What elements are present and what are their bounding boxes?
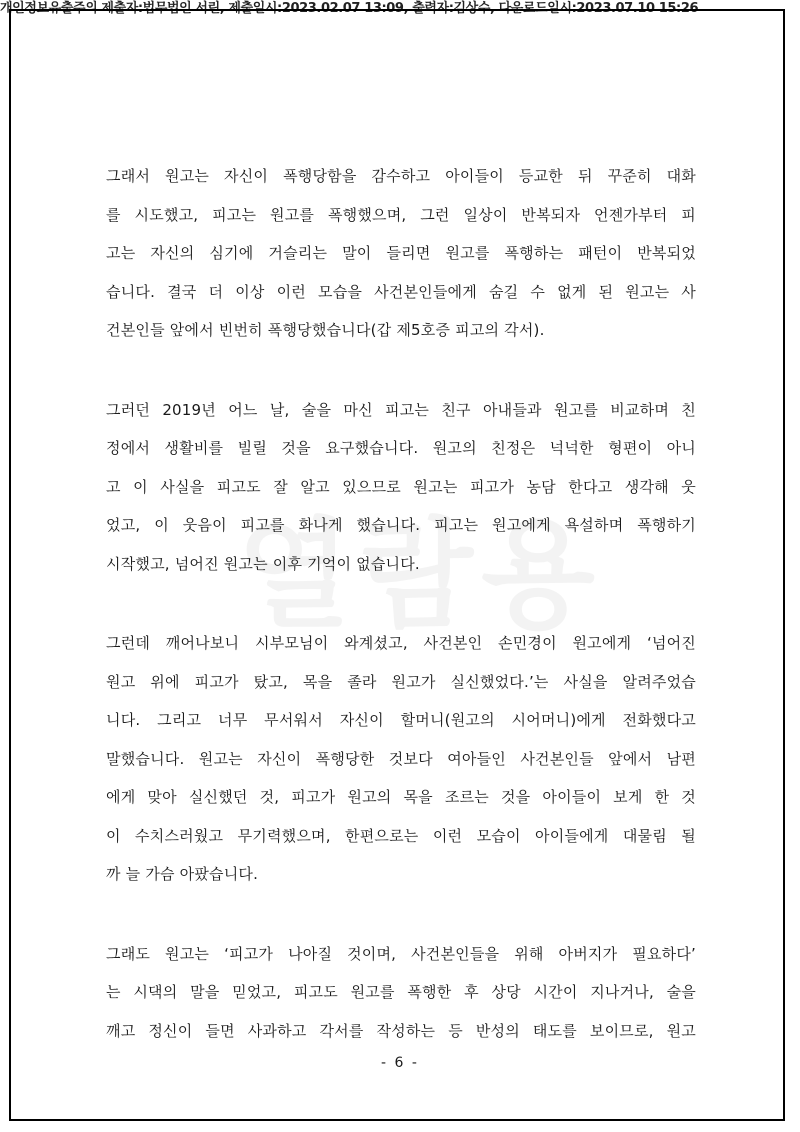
text-line: 니다. 그리고 너무 무서워서 자신이 할머니(원고의 시어머니)에게 전화했다고 [106, 711, 696, 729]
text-line: 는 시댁의 말을 믿었고, 피고도 원고를 폭행한 후 상당 시간이 지나거나, 술을 [106, 983, 696, 1001]
text-line: 건본인들 앞에서 빈번히 폭행당했습니다(갑 제5호증 피고의 각서). [106, 321, 545, 339]
page-number: - 6 - [381, 1055, 419, 1071]
text-line: 그래서 원고는 자신이 폭행당함을 감수하고 아이들이 등교한 뒤 꾸준히 대화 [106, 167, 696, 185]
text-line: 었고, 이 웃음이 피고를 화나게 했습니다. 피고는 원고에게 욕설하며 폭행하기 [106, 516, 696, 534]
text-line: 이 수치스러웠고 무기력했으며, 한편으로는 이런 모습이 아이들에게 대물림 될 [106, 826, 696, 845]
document-body [106, 157, 696, 1091]
text-line: 그러던 2019년 어느 날, 술을 마신 피고는 친구 아내들과 원고를 비교하며 친 [106, 400, 696, 419]
text-line: 까 늘 가슴 아팠습니다. [106, 865, 259, 883]
text-line: 그런데 깨어나보니 시부모님이 와계셨고, 사건본인 손민경이 원고에게 ‘넘어진 [106, 634, 696, 652]
text-line: 에게 맞아 실신했던 것, 피고가 원고의 목을 조르는 것을 아이들이 보게 한 것 [106, 788, 696, 806]
text-line: 고 이 사실을 피고도 잘 알고 있으므로 원고는 피고가 농담 한다고 생각해 웃 [106, 477, 696, 496]
text-line: 원고 위에 피고가 탔고, 목을 졸라 원고가 실신했었다.’는 사실을 알려주었습 [106, 672, 696, 691]
text-line: 습니다. 결국 더 이상 이런 모습을 사건본인들에게 숨길 수 없게 된 원고는 사 [106, 282, 696, 301]
text-line: 고는 자신의 심기에 거슬리는 말이 들리면 원고를 폭행하는 패턴이 반복되었 [106, 244, 696, 262]
paragraph-2 [106, 391, 696, 584]
text-line: 를 시도했고, 피고는 원고를 폭행했으며, 그런 일상이 반복되자 언젠가부터 피 [106, 205, 696, 224]
text-line: 그래도 원고는 ‘피고가 나아질 것이며, 사건본인들을 위해 아버지가 필요하다’ [106, 944, 696, 963]
text-line: 시작했고, 넘어진 원고는 이후 기억이 없습니다. [106, 554, 420, 573]
paragraph-3 [106, 624, 696, 894]
document-header-info: 개인정보유출주의 제출자:법무법인 서린, 제출일시:2023.02.07 13:09, 출력자:김상수, 다운로드일시:2023.07.10 15:26 [0, 1, 699, 16]
text-line: 정에서 생활비를 빌릴 것을 요구했습니다. 원고의 친정은 넉넉한 형편이 아니 [106, 439, 696, 457]
paragraph-4 [106, 935, 696, 1051]
text-line: 깨고 정신이 들면 사과하고 각서를 작성하는 등 반성의 태도를 보이므로, 원고 [106, 1021, 696, 1040]
text-line: 말했습니다. 원고는 자신이 폭행당한 것보다 여아들인 사건본인들 앞에서 남편 [106, 749, 696, 768]
paragraph-1 [106, 157, 696, 350]
